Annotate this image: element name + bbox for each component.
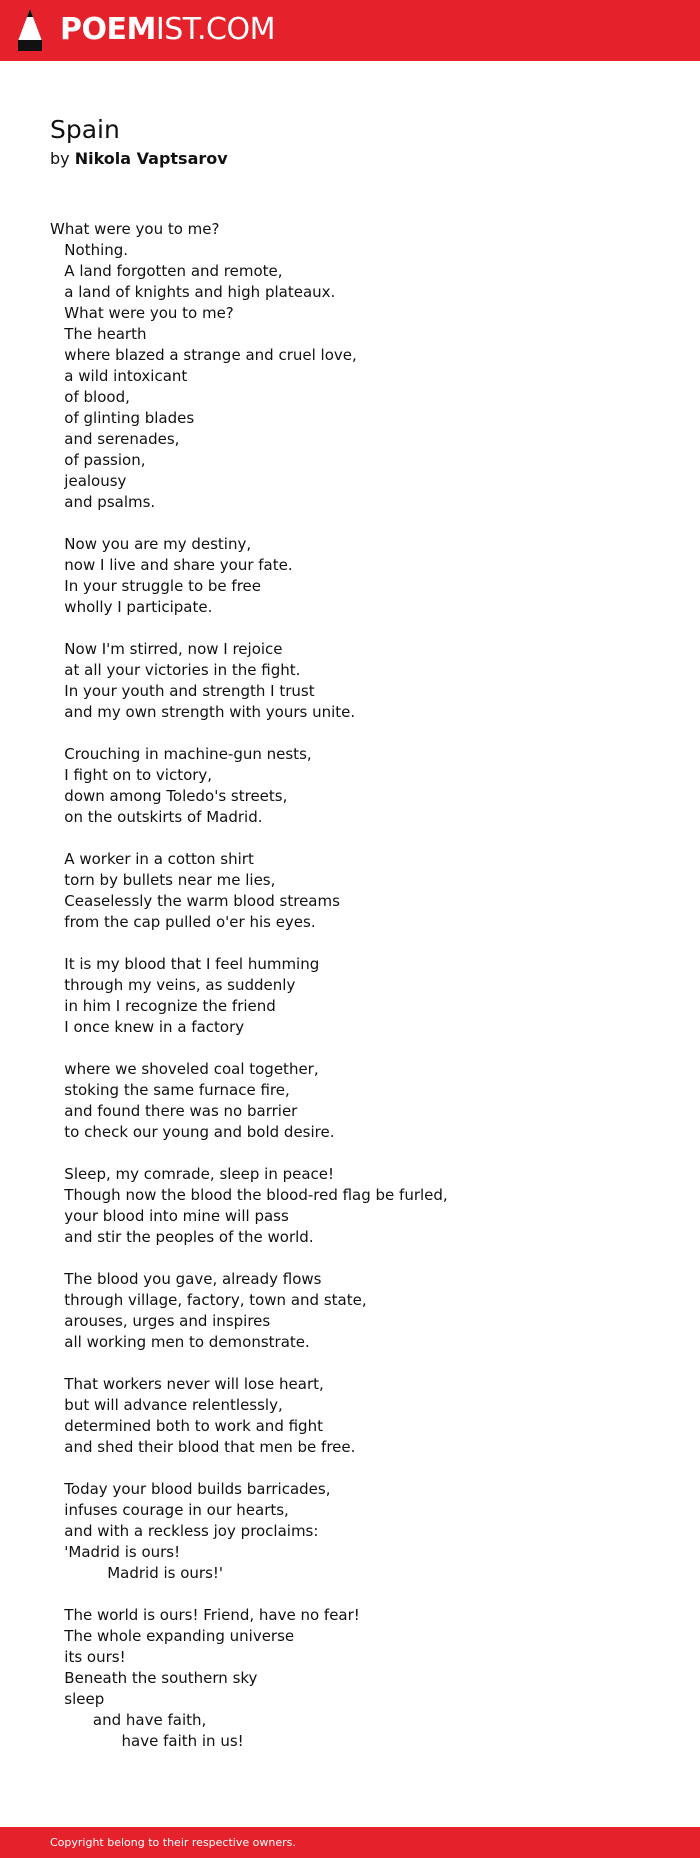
poem-line: The hearth [50,325,147,343]
poem-line: to check our young and bold desire. [50,1123,335,1141]
poem-line: and found there was no barrier [50,1102,298,1120]
author-name: Nikola Vaptsarov [74,149,228,168]
poem-line: a wild intoxicant [50,367,188,385]
poem-line: In your struggle to be free [50,577,261,595]
poem-line: The blood you gave, already flows [50,1270,322,1288]
site-logo[interactable] [60,11,275,49]
poem-line: A land forgotten and remote, [50,262,283,280]
poem-line: at all your victories in the fight. [50,661,301,679]
poem-line: where we shoveled coal together, [50,1060,319,1078]
poem-line: What were you to me? [50,304,234,322]
poem-line: What were you to me? [50,220,220,238]
poem-line: through my veins, as suddenly [50,976,296,994]
logo-bold-text: POEM [60,12,156,47]
poem-line: and serenades, [50,430,180,448]
poem-line: Sleep, my comrade, sleep in peace! [50,1165,335,1183]
poem-line: That workers never will lose heart, [50,1375,324,1393]
poem-line: now I live and share your fate. [50,556,293,574]
poem-title: Spain [50,115,120,144]
poem-line: Madrid is ours!' [50,1564,224,1582]
poem-line: stoking the same furnace fire, [50,1081,290,1099]
poem-line: from the cap pulled o'er his eyes. [50,913,316,931]
poem-line: In your youth and strength I trust [50,682,315,700]
poem-line [50,723,650,744]
poem-line: and psalms. [50,493,156,511]
poem-line: and with a reckless joy proclaims: [50,1522,319,1540]
poem-line: Now I'm stirred, now I rejoice [50,640,283,658]
poem-line: wholly I participate. [50,598,213,616]
poem-line: but will advance relentlessly, [50,1396,283,1414]
logo-light-text: IST.COM [155,12,275,47]
poem-line: in him I recognize the friend [50,997,276,1015]
poem-line: all working men to demonstrate. [50,1333,310,1351]
poem-line: a land of knights and high plateaux. [50,283,336,301]
poem-line [50,618,650,639]
pencil-icon[interactable] [18,9,42,51]
poem-line: Ceaselessly the warm blood streams [50,892,340,910]
poem-line [50,513,650,534]
poem-line: your blood into mine will pass [50,1207,289,1225]
poem-line: through village, factory, town and state, [50,1291,367,1309]
poem-line: Today your blood builds barricades, [50,1480,331,1498]
poem-line: and stir the peoples of the world. [50,1228,314,1246]
poem-line: Nothing. [50,241,129,259]
site-header [0,0,700,61]
poem-line: Crouching in machine-gun nests, [50,745,312,763]
poem-line: I fight on to victory, [50,766,213,784]
poem-line: of glinting blades [50,409,195,427]
poem-line [50,828,650,849]
poem-line [50,1143,650,1164]
poem-line: of blood, [50,388,130,406]
poem-line: have faith in us! [50,1732,244,1750]
poem-line: infuses courage in our hearts, [50,1501,289,1519]
poem-line: Now you are my destiny, [50,535,252,553]
poem-line: on the outskirts of Madrid. [50,808,263,826]
poem-line: its ours! [50,1648,126,1666]
poem-line: and have faith, [50,1711,207,1729]
byline [50,148,228,170]
byline-prefix: by [50,149,70,168]
poem-line: torn by bullets near me lies, [50,871,276,889]
poem-line: and shed their blood that men be free. [50,1438,356,1456]
poem-line: arouses, urges and inspires [50,1312,271,1330]
poem-line: Though now the blood the blood-red flag be furled, [50,1186,448,1204]
poem-line: sleep [50,1690,105,1708]
poem-line: and my own strength with yours unite. [50,703,356,721]
poem-line: It is my blood that I feel humming [50,955,320,973]
poem-line: of passion, [50,451,146,469]
poem-line: jealousy [50,472,127,490]
poem-line [50,933,650,954]
site-footer [0,1827,700,1858]
poem-line: The whole expanding universe [50,1627,295,1645]
poem-line [50,1458,650,1479]
poem-line: 'Madrid is ours! [50,1543,181,1561]
poem-line [50,1248,650,1269]
poem-line: down among Toledo's streets, [50,787,288,805]
poem-line [50,1353,650,1374]
poem-line: determined both to work and fight [50,1417,323,1435]
poem-line: Beneath the southern sky [50,1669,258,1687]
copyright-text: Copyright belong to their respective owners. [50,1836,296,1849]
poem-line [50,1584,650,1605]
poem-body [50,219,650,1752]
poem-line: A worker in a cotton shirt [50,850,254,868]
poem-line: The world is ours! Friend, have no fear! [50,1606,360,1624]
poem-line: where blazed a strange and cruel love, [50,346,357,364]
poem-line [50,1038,650,1059]
poem-line: I once knew in a factory [50,1018,245,1036]
